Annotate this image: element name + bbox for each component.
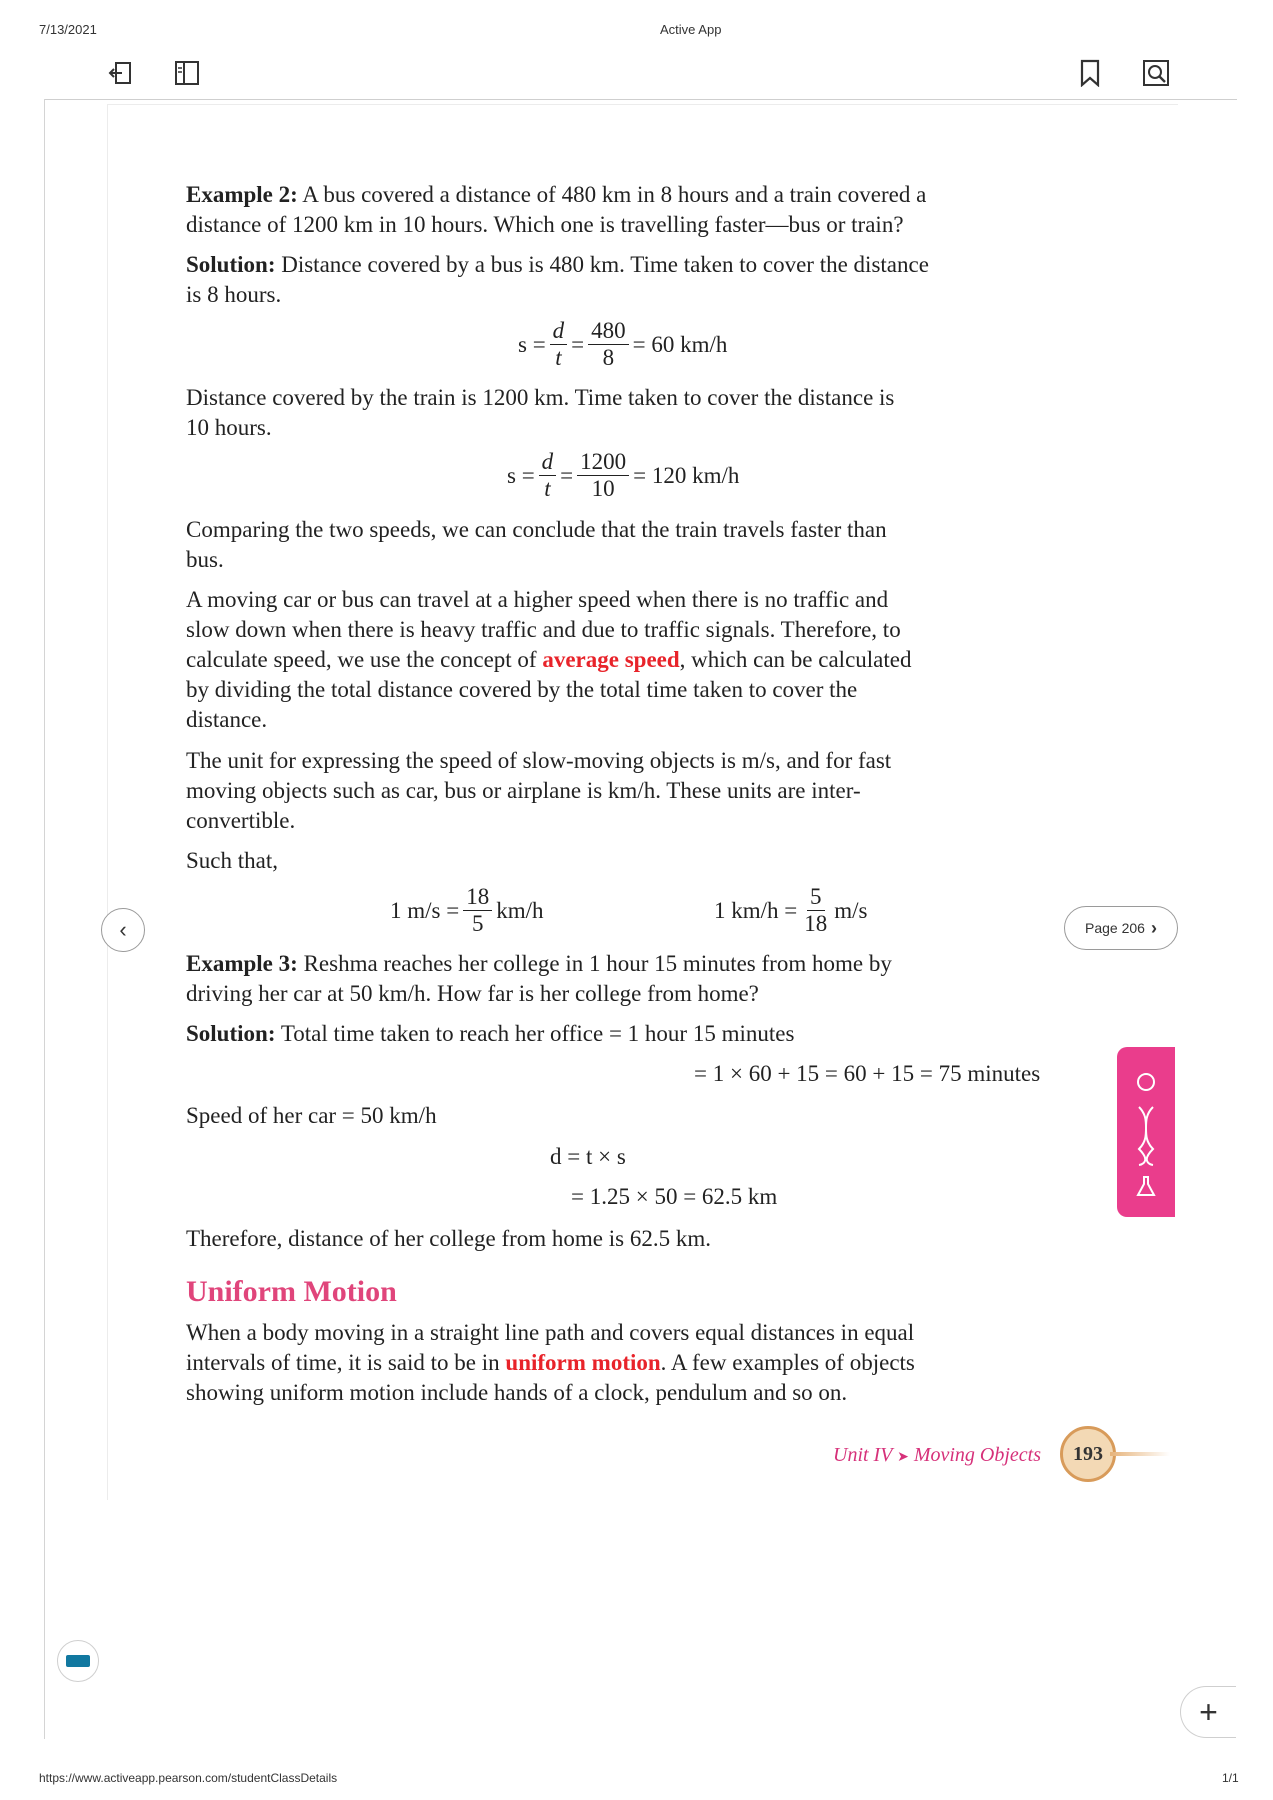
distance-calculation: = 1.25 × 50 = 62.5 km	[571, 1184, 778, 1209]
term-average-speed: average speed	[542, 647, 680, 672]
print-date: 7/13/2021	[39, 22, 97, 37]
chevron-left-icon: ‹	[119, 917, 127, 942]
units-paragraph: The unit for expressing the speed of slow-moving objects is m/s, and for fast moving objects such as car, bus or airplane is km/h. These units are inter- convertible.	[186, 748, 892, 833]
conversion-kmh-to-ms: 1 km/h = $\frac{5}{18}$ m/s	[714, 884, 868, 936]
toolbar-divider	[44, 99, 1237, 100]
sidebar-icon[interactable]	[172, 58, 202, 88]
example-3: Example 3: Reshma reaches her college in 1 hour 15 minutes from home by driving her car at 50 km/h. How far is her college from home?	[186, 951, 892, 1006]
add-button[interactable]	[1180, 1686, 1236, 1738]
print-url: https://www.activeapp.pearson.com/studentClassDetails	[39, 1771, 338, 1785]
example-2: Example 2: A bus covered a distance of 480 km in 8 hours and a train covered a distance of 1200 km in 10 hours. Which one is travelling faster—bus or train?	[186, 182, 927, 237]
next-page-label: Page 206	[1085, 920, 1145, 936]
lightbulb-icon	[1137, 1073, 1155, 1091]
conversion-ms-to-kmh: 1 m/s = $\frac{18}{5}$ km/h	[390, 884, 544, 936]
next-page-button[interactable]	[1064, 906, 1178, 950]
speed-of-car: Speed of her car = 50 km/h	[186, 1103, 437, 1128]
therefore-line: Therefore, distance of her college from home is 62.5 km.	[186, 1226, 711, 1251]
previous-page-button[interactable]	[101, 908, 145, 952]
notes-widget-button[interactable]	[57, 1640, 99, 1682]
solution-3-minutes: = 1 × 60 + 15 = 60 + 15 = 75 minutes	[694, 1061, 1041, 1086]
exit-icon[interactable]	[106, 58, 136, 88]
search-page-icon[interactable]	[1141, 58, 1171, 88]
distance-formula: d = t × s	[550, 1144, 626, 1169]
flask-icon	[1136, 1175, 1156, 1202]
plus-icon: +	[1199, 1693, 1218, 1730]
chevron-right-icon: ›	[1150, 917, 1157, 938]
train-distance: Distance covered by the train is 1200 km. Time taken to cover the distance is 10 hours.	[186, 385, 895, 440]
average-speed-paragraph: A moving car or bus can travel at a higher speed when there is no traffic and slow down when there is heavy traffic and due to traffic signals. Therefore, to calculate speed, we use the concept of average speed, which can be calculated by dividing the total distance covered by the total time taken to cover the distance.	[186, 587, 912, 732]
such-that: Such that,	[186, 848, 278, 873]
solution-3: Solution: Total time taken to reach her office = 1 hour 15 minutes	[186, 1021, 795, 1046]
badge-streak	[1110, 1452, 1170, 1456]
uniform-motion-paragraph: When a body moving in a straight line path and covers equal distances in equal intervals of time, it is said to be in uniform motion. A few examples of objects showing uniform motion include hands of a clock, pendulum and so on.	[186, 1320, 915, 1405]
print-title: Active App	[660, 22, 722, 37]
print-page-count: 1/1	[1222, 1771, 1239, 1785]
notes-icon	[66, 1655, 90, 1667]
solution-1: Solution: Distance covered by a bus is 480 km. Time taken to cover the distance is 8 hours.	[186, 252, 929, 307]
page-number-badge: 193	[1060, 1426, 1116, 1482]
bookmark-icon[interactable]	[1075, 58, 1105, 88]
comparison-paragraph: Comparing the two speeds, we can conclude that the train travels faster than bus.	[186, 517, 887, 572]
chapter-side-tab	[1117, 1047, 1175, 1217]
footer-unit-chapter: Unit IV ➤ Moving Objects	[833, 1444, 1041, 1466]
equation-bus-speed: s = $\frac{d}{t}$ = $\frac{480}{8}$ = 60 km/h	[518, 318, 728, 370]
equation-train-speed: s = $\frac{d}{t}$ = $\frac{1200}{10}$ = 120 km/h	[507, 449, 740, 501]
viewer-left-border	[44, 99, 45, 1739]
term-uniform-motion: uniform motion	[505, 1350, 661, 1375]
uniform-motion-heading: Uniform Motion	[186, 1275, 397, 1308]
dna-icon	[1135, 1105, 1157, 1167]
